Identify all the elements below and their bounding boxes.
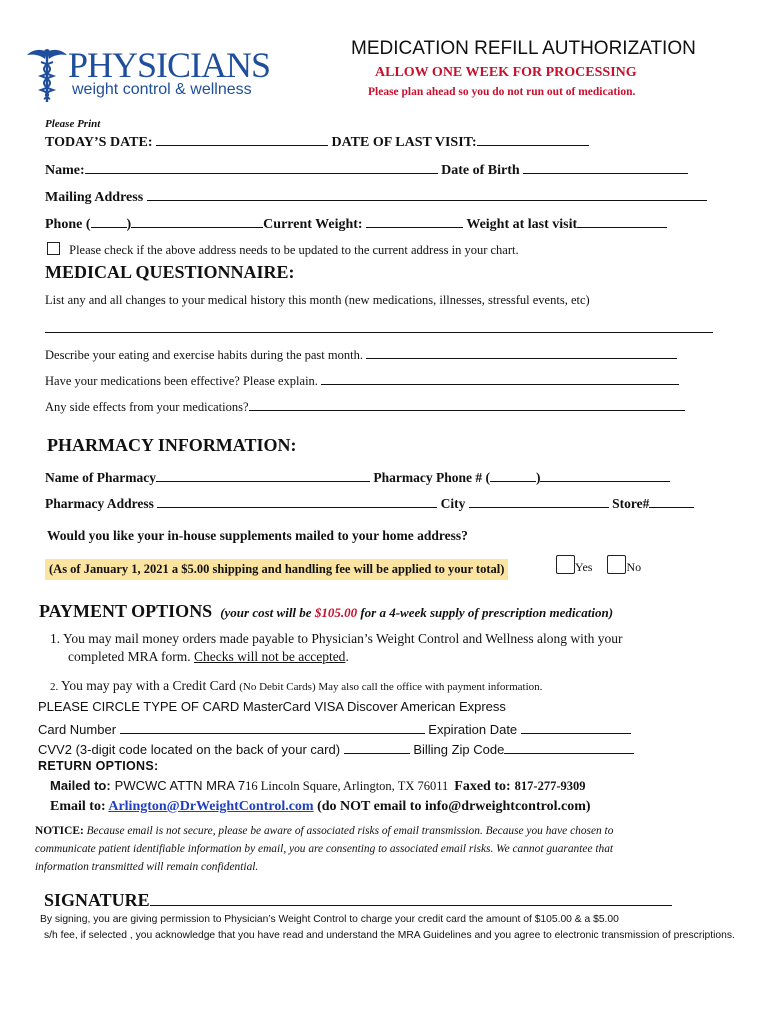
checks-not-accepted: Checks will not be accepted [193, 649, 346, 664]
cvv-field[interactable] [344, 739, 410, 754]
pharmacy-city-label: City [440, 496, 466, 511]
payment-option-1a: 1. You may mail money orders made payable to Physician’s Weight Control and Wellness along with your [50, 631, 623, 646]
email-row [50, 799, 591, 815]
area-code-field[interactable] [91, 213, 127, 228]
expiration-field[interactable] [521, 719, 631, 734]
billing-zip-field[interactable] [504, 739, 634, 754]
phone-paren: ) [126, 217, 132, 232]
yes-checkbox[interactable] [556, 555, 575, 574]
row-mailing [45, 186, 707, 206]
email-label: Email to: [50, 799, 106, 814]
cvv-row [38, 739, 634, 757]
address-update-label: Please check if the above address needs to be updated to the current address in your chart. [69, 243, 519, 257]
option-2-number: 2. [50, 681, 61, 693]
payment-option-1b-row [68, 649, 349, 665]
medical-q3-row [45, 370, 679, 389]
pharmacy-row2 [45, 493, 694, 512]
notice-label: NOTICE: [35, 825, 84, 837]
pharmacy-heading: PHARMACY INFORMATION: [47, 435, 297, 455]
notice-line-1 [35, 822, 613, 840]
signature-field[interactable] [150, 889, 672, 906]
mailed-label: Mailed to: [50, 778, 111, 793]
mail-row [50, 777, 585, 795]
supplements-options [556, 555, 641, 575]
fax-number: 817-277-9309 [514, 779, 586, 793]
pharmacy-phone-label: Pharmacy Phone # ( [373, 470, 490, 485]
faxed-label: Faxed to: [454, 779, 511, 794]
notice-line-2: communicate patient identifiable information by email, you are consenting to associated email risks. We cannot guarantee that [35, 843, 614, 855]
option-2-credit: You may pay with a Credit Card [61, 678, 240, 693]
pharmacy-store-label: Store# [612, 496, 650, 511]
pharmacy-city-field[interactable] [469, 493, 609, 508]
option-2-note: (No Debit Cards) May also call the office with payment information. [239, 681, 543, 693]
pharmacy-store-field[interactable] [649, 493, 694, 508]
mailing-label: Mailing Address [45, 190, 144, 205]
signature-consent-1: By signing, you are giving permission to Physician’s Weight Control to charge your credit card the amount of $105.00 & a $5.00 [40, 914, 619, 925]
payment-heading: PAYMENT OPTIONS [39, 601, 213, 621]
name-field[interactable] [85, 159, 438, 174]
medical-q1-line[interactable] [45, 332, 713, 333]
mailed-address-b: 16 Lincoln Square, Arlington, TX 76011 [245, 779, 449, 793]
please-print: Please Print [45, 118, 101, 130]
dob-label: Date of Birth [441, 163, 520, 178]
medical-q2-row [45, 344, 677, 363]
payment-sub [220, 605, 613, 620]
medical-q3: Have your medications been effective? Please explain. [45, 374, 318, 388]
payment-option-1b: completed MRA form. [68, 649, 194, 664]
medical-q4: Any side effects from your medications? [45, 400, 249, 414]
signature-heading: SIGNATURE [44, 890, 150, 910]
medical-q4-row [45, 396, 685, 415]
payment-sub-pre: (your cost will be [220, 605, 315, 620]
pharmacy-address-field[interactable] [157, 493, 437, 508]
payment-heading-row [39, 601, 613, 622]
payment-price: $105.00 [314, 605, 358, 620]
email-link[interactable]: Arlington@DrWeightControl.com [108, 799, 314, 814]
last-weight-label: Weight at last visit [466, 217, 578, 232]
todays-date-field[interactable] [156, 131, 328, 146]
card-number-field[interactable] [120, 719, 425, 734]
row-name [45, 159, 688, 179]
logo [26, 46, 276, 106]
medical-q1: List any and all changes to your medical history this month (new medications, illnesses, stressful events, etc) [45, 293, 590, 307]
form-title: MEDICATION REFILL AUTHORIZATION [351, 38, 696, 59]
pharmacy-address-label: Pharmacy Address [45, 496, 154, 511]
pharmacy-name-label: Name of Pharmacy [45, 470, 156, 485]
phone-label: Phone ( [45, 217, 91, 232]
card-number-label: Card Number [38, 722, 117, 737]
no-checkbox[interactable] [607, 555, 626, 574]
current-weight-label: Current Weight: [263, 217, 363, 232]
cvv-label: CVV2 (3-digit code located on the back of your card) [38, 742, 341, 757]
medical-q2: Describe your eating and exercise habits during the past month. [45, 348, 363, 362]
notice-text-1: Because email is not secure, please be aware of associated risks of email transmission. Because you have chosen to [86, 825, 614, 837]
mailing-field[interactable] [147, 186, 707, 201]
no-label: No [626, 560, 642, 574]
pharmacy-area-field[interactable] [490, 467, 536, 482]
address-update-row [47, 242, 519, 258]
yes-label: Yes [575, 560, 593, 574]
supplements-fee-note: (As of January 1, 2021 a $5.00 shipping and handling fee will be applied to your total) [45, 559, 508, 580]
supplements-question: Would you like your in-house supplements mailed to your home address? [47, 528, 468, 543]
payment-sub-post: for a 4-week supply of prescription medication) [357, 605, 614, 620]
plan-ahead-notice: Please plan ahead so you do not run out of medication. [368, 86, 636, 98]
mailed-address-a: PWCWC ATTN MRA 7 [114, 778, 246, 793]
email-note: (do NOT email to info@drweightcontrol.com) [317, 799, 591, 814]
notice-line-3: information transmitted will remain confidential. [35, 861, 259, 873]
row-dates [45, 131, 589, 151]
pharmacy-name-field[interactable] [156, 467, 370, 482]
payment-option-2-row [50, 677, 542, 695]
medical-q4-field[interactable] [249, 396, 685, 411]
return-heading: RETURN OPTIONS: [38, 759, 159, 773]
pharmacy-paren: ) [535, 470, 541, 485]
logo-brand: PHYSICIANS [68, 45, 271, 85]
signature-row [44, 889, 672, 911]
todays-date-label: TODAY’S DATE: [45, 135, 153, 150]
email-notice [35, 822, 613, 876]
caduceus-icon [26, 46, 68, 106]
card-type-instruction: PLEASE CIRCLE TYPE OF CARD MasterCard VISA Discover American Express [38, 699, 506, 714]
logo-tagline: weight control & wellness [72, 81, 252, 98]
signature-consent-2: s/h fee, if selected , you acknowledge that you have read and understand the MRA Guidelines and you agree to electronic transmission of prescriptions. [44, 930, 735, 941]
medical-heading: MEDICAL QUESTIONNAIRE: [45, 262, 295, 282]
name-label: Name: [45, 163, 85, 178]
current-weight-field[interactable] [366, 213, 463, 228]
last-visit-label: DATE OF LAST VISIT: [331, 135, 477, 150]
pharmacy-phone-field[interactable] [540, 467, 670, 482]
row-phone-weight [45, 213, 667, 233]
pharmacy-row1 [45, 467, 670, 486]
card-number-row [38, 719, 631, 737]
period: . [345, 649, 349, 664]
last-visit-field[interactable] [477, 131, 589, 146]
dob-field[interactable] [523, 159, 688, 174]
address-update-checkbox[interactable] [47, 242, 60, 255]
medical-q3-field[interactable] [321, 370, 679, 385]
processing-notice: ALLOW ONE WEEK FOR PROCESSING [375, 65, 637, 80]
expiration-label: Expiration Date [428, 722, 518, 737]
billing-zip-label: Billing Zip Code [413, 742, 505, 757]
phone-field[interactable] [131, 213, 263, 228]
medical-q2-field[interactable] [366, 344, 677, 359]
last-weight-field[interactable] [577, 213, 667, 228]
